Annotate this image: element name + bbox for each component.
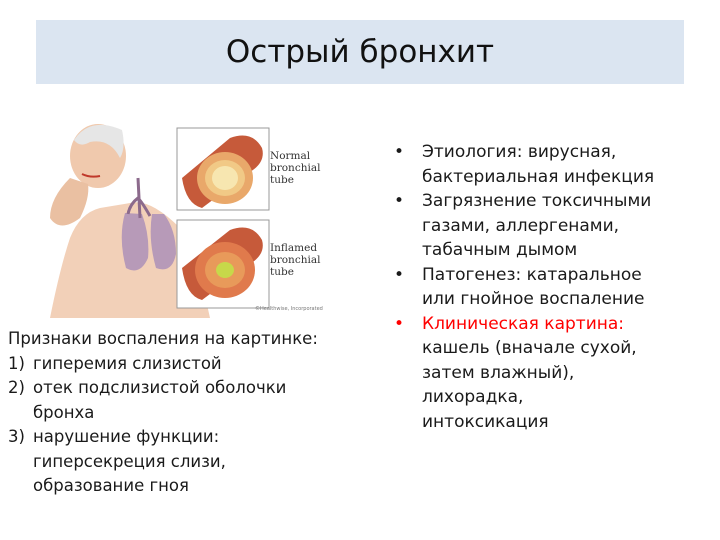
fact-text: Этиология: вирусная, бактериальная инфекция	[422, 142, 655, 187]
bullet-marker: •	[394, 191, 405, 211]
fact-text	[422, 312, 720, 435]
bronchitis-figure	[30, 118, 348, 318]
normal-tube-label: Normal bronchial tube	[270, 150, 321, 186]
title-bar	[36, 20, 684, 84]
list-text: нарушение функции: гиперсекреция слизи, образование гноя	[33, 427, 226, 495]
normal-bronchial-tube-image	[177, 128, 269, 210]
inflammation-signs	[8, 327, 388, 499]
list-number: 1)	[8, 353, 25, 373]
fact-item	[394, 189, 720, 263]
inflamed-tube-label: Inflamed bronchial tube	[270, 242, 321, 278]
clinical-heading: Клиническая картина:	[422, 313, 624, 334]
fact-text: Патогенез: катаральное или гнойное воспаление	[422, 264, 645, 309]
page-title: Острый бронхит	[225, 34, 495, 70]
clinical-text: кашель (вначале сухой, затем влажный), лихорадка, интоксикация	[422, 338, 637, 432]
fact-item	[394, 140, 720, 189]
bullet-marker: •	[394, 264, 405, 285]
fact-item	[394, 263, 720, 312]
bullet-marker: •	[394, 142, 405, 162]
list-number: 3)	[8, 427, 25, 446]
list-number: 2)	[8, 378, 25, 397]
inflamed-bronchial-tube-image	[177, 220, 269, 308]
signs-list-item	[8, 376, 388, 425]
signs-list-item	[8, 352, 388, 377]
bronchitis-illustration	[30, 118, 348, 318]
signs-heading: Признаки воспаления на картинке:	[8, 329, 318, 348]
disease-facts	[394, 140, 720, 434]
signs-list	[8, 352, 388, 499]
signs-list-item	[8, 425, 388, 499]
fact-text: Загрязнение токсичными газами, аллергенами, табачным дымом	[422, 191, 652, 260]
list-text: отек подслизистой оболочки бронха	[33, 378, 287, 422]
fact-item-clinical	[394, 312, 720, 435]
facts-list	[394, 140, 720, 434]
bullet-marker: •	[394, 313, 405, 334]
list-text: гиперемия слизистой	[33, 353, 222, 373]
image-copyright: ©Healthwise, Incorporated	[255, 306, 323, 312]
